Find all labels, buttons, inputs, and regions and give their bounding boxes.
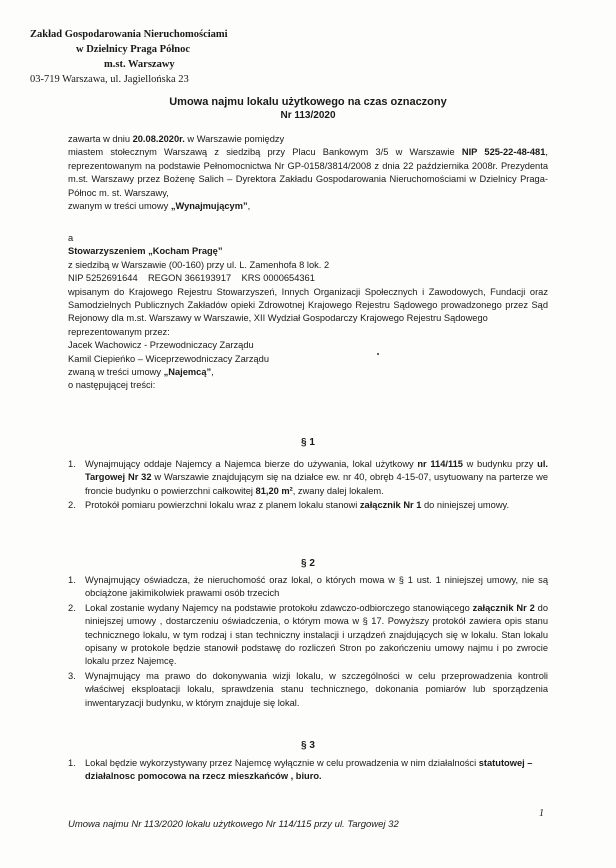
tenant-closing: o następującej treści: (68, 380, 156, 391)
tenant-ids: NIP 5252691644 REGON 366193917 KRS 0000654361 (68, 273, 315, 284)
tenant-address: z siedzibą w Warszawie (00-160) przy ul. L. Zamenhofa 8 lok. 2 (68, 259, 330, 270)
document-number: Nr 113/2020 (280, 110, 336, 121)
intro-landlord: miastem stołecznym Warszawą z siedzibą przy Placu Bankowym 3/5 w Warszawie NIP 525-22-48-481, reprezentowanym na podstawie Pełnomocnictwa Nr GP-0158/3814/2008 z dnia 22 października 2008r. Prezydenta m.st. Warszawy przez Bożenę Salich – Dyrektora Zakładu Gospodarowania Nieruchomościami w Dzielnicy Praga-Północ m. st. Warszawy, (68, 147, 548, 198)
tenant-rep-label: reprezentowanym przez: (68, 326, 170, 337)
tenant-registry: wpisanym do Krajowego Rejestru Stowarzyszeń, Innych Organizacji Społecznych i Zawodowych, Fundacji oraz Samodzielnych Publicznych Zakładów opieki Zdrowotnej Krajowego Rejestru Sądowego prowadzonego przez Sąd Rejonowy dla m.st. Warszawy w Warszawie, XII Wydział Gospodarczy Krajowego Rejestru Sądowego (68, 286, 548, 324)
scan-speck (377, 353, 379, 355)
section-2-heading: § 2 (301, 558, 315, 569)
letterhead-address: 03-719 Warszawa, ul. Jagiellońska 23 (30, 74, 189, 85)
document-title: Umowa najmu lokalu użytkowego na czas oznaczony (169, 96, 447, 108)
section-1-item-2: 2. Protokół pomiaru powierzchni lokalu wraz z planem lokalu stanowi załącznik Nr 1 do niniejszej umowy. (68, 500, 510, 511)
tenant-name: Stowarzyszeniem „Kocham Pragę” (68, 246, 223, 257)
tenant-rep-2: Kamil Ciepieńko – Wiceprzewodniczacy Zarządu (68, 353, 269, 364)
footer-text: Umowa najmu Nr 113/2020 lokalu użytkowego Nr 114/115 przy ul. Targowej 32 (68, 819, 399, 830)
section-1-heading: § 1 (301, 437, 315, 448)
intro-paragraph (68, 133, 548, 213)
tenant-block (68, 232, 548, 393)
section-2-item-3: 3. Wynajmujący ma prawo do dokonywania wizji lokalu, w szczególności w celu przeprowadzenia kontroli właściwej eksploatacji lokalu, sprawdzenia stanu technicznego, dokonania pomiarów lub sporządzenia inwentaryzacji budynku, w którym znajduje się lokal. (68, 670, 548, 708)
section-2-item-2: 2. Lokal zostanie wydany Najemcy na podstawie protokołu zdawczo-odbiorczego stanowiącego załącznik Nr 2 do niniejszej umowy , dostarczeniu oświadczenia, o którym mowa w § 17. Powyższy protokół zawiera opis stanu technicznego lokalu, w tym rodzaj i stan techniczny instalacji i urządzeń znajdujących się w lokalu. Stan lokalu opisany w protokole będzie stanowił podstawę do rozliczeń Stron po zakończeniu umowy najmu i po zwrocie lokalu przez Najemcę. (68, 602, 548, 667)
letterhead-line-2: w Dzielnicy Praga Północ (76, 44, 191, 55)
letterhead-line-3: m.st. Warszawy (104, 59, 175, 70)
page-number: 1 (539, 808, 544, 819)
intro-concluded: zawarta w dniu 20.08.2020r. w Warszawie pomiędzy (68, 134, 285, 144)
intro-called: zwanym w treści umowy „Wynajmującym”, (68, 201, 251, 212)
section-2-body (68, 574, 548, 711)
section-3-item-1: 1. Lokal będzie wykorzystywany przez Najemcę wyłącznie w celu prowadzenia w nim działalności statutowej – działalnosc pomocowa na rzecz mieszkańców , biuro. (68, 758, 533, 782)
section-3-body (68, 757, 548, 785)
section-2-item-1: 1. Wynajmujący oświadcza, że nieruchomość oraz lokal, o których mowa w § 1 ust. 1 niniejszej umowy, nie są obciążone jakimikolwiek prawami osób trzecich (68, 575, 548, 599)
tenant-rep-1: Jacek Wachowicz - Przewodniczacy Zarządu (68, 340, 254, 351)
section-3-heading: § 3 (301, 740, 315, 751)
letterhead-line-1: Zakład Gospodarowania Nieruchomościami (30, 29, 228, 40)
tenant-and: a (68, 233, 74, 243)
section-1-item-1: 1. Wynajmujący oddaje Najemcy a Najemca bierze do używania, lokal użytkowy nr 114/115 w budynku przy ul. Targowej Nr 32 w Warszawie znajdującym się na działce ew. nr 40, obręb 4-15-07, usytuowany na parterze we froncie budynku o powierzchni całkowitej 81,20 m², zwany dalej lokalem. (68, 459, 548, 496)
section-1-body (68, 458, 548, 514)
tenant-called: zwaną w treści umowy „Najemcą”, (68, 367, 214, 378)
